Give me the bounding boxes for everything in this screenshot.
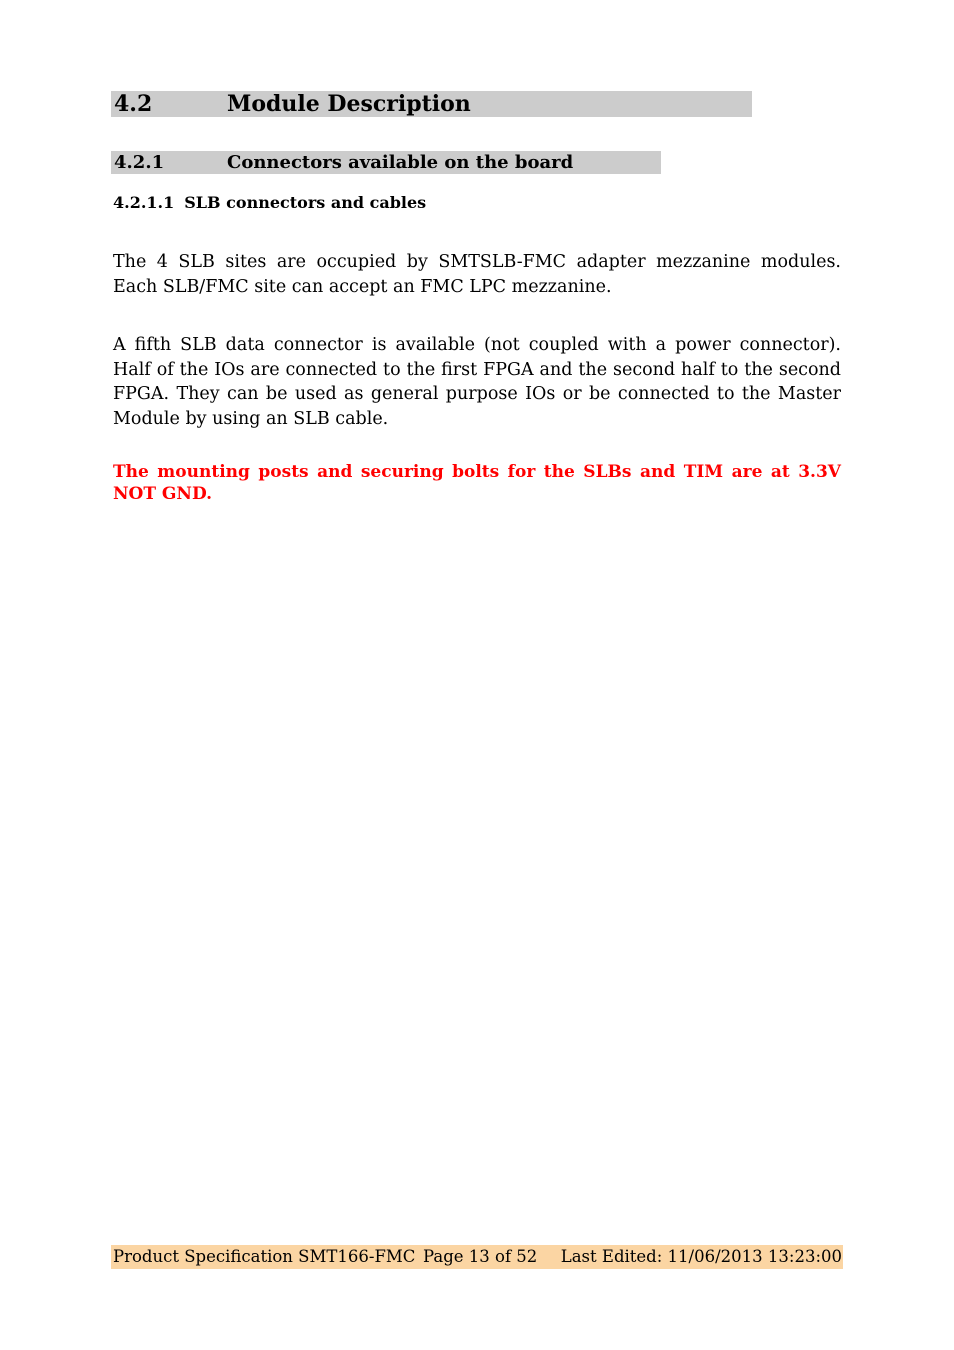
section-number: 4.2 (114, 91, 153, 117)
subsubsection-title: SLB connectors and cables (184, 193, 427, 212)
section-title: Module Description (227, 91, 471, 117)
footer-last-edited: Last Edited: 11/06/2013 13:23:00 (560, 1247, 842, 1266)
warning-text: The mounting posts and securing bolts for the SLBs and TIM are at 3.3V NOT GND. (113, 462, 841, 504)
body-paragraph: A fifth SLB data connector is available (not coupled with a power connector). Half of the IOs are connected to the first FPGA and the second half to the second FPGA. They can be used as general purpose IOs or be connected to the Master Module by using an SLB cable. (113, 335, 841, 429)
subsubsection-number: 4.2.1.1 (113, 193, 175, 212)
body-paragraph: The 4 SLB sites are occupied by SMTSLB-FMC adapter mezzanine modules. Each SLB/FMC site can accept an FMC LPC mezzanine. (113, 252, 841, 297)
subsubsection-heading (113, 192, 426, 214)
page-footer (111, 1245, 843, 1269)
section-heading (111, 91, 752, 117)
subsection-number: 4.2.1 (114, 152, 165, 173)
subsection-heading (111, 151, 661, 174)
footer-page-number: Page 13 of 52 (423, 1247, 538, 1266)
subsection-title: Connectors available on the board (227, 152, 574, 173)
footer-product: Product Specification SMT166-FMC (113, 1247, 416, 1266)
